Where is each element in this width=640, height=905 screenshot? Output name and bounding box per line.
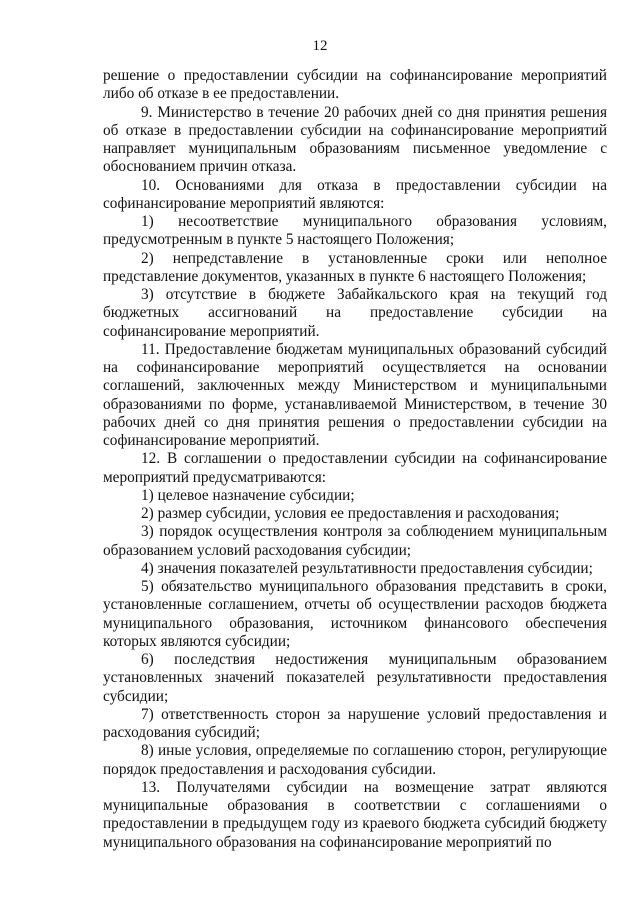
document-body: [103, 67, 607, 852]
list-item-10-3: 3) отсутствие в бюджете Забайкальского края на текущий год бюджетных ассигнований на предоставление субсидии на софинансирование мероприятий.: [103, 286, 607, 340]
page-number: 12: [312, 38, 328, 54]
list-item-12-5: 5) обязательство муниципального образования представить в сроки, установленные соглашением, отчеты об осуществлении расходов бюджета муниципального образования, источником финансового обеспечения которых являются субсидии;: [103, 578, 607, 650]
list-item-12-6: 6) последствия недостижения муниципальным образованием установленных значений показателей результативности предоставления субсидии;: [103, 651, 607, 705]
paragraph-9: 9. Министерство в течение 20 рабочих дней со дня принятия решения об отказе в предоставлении субсидии на софинансирование мероприятий направляет муниципальным образованиям письменное уведомление с обоснованием причин отказа.: [103, 103, 607, 176]
list-item-12-4: 4) значения показателей результативности предоставления субсидии;: [141, 559, 593, 577]
paragraph-continuation: решение о предоставлении субсидии на софинансирование мероприятий либо об отказе в ее предоставлении.: [103, 67, 607, 103]
list-item-12-7: 7) ответственность сторон за нарушение условий предоставления и расходования субсидий;: [103, 705, 607, 741]
list-item-12-3: 3) порядок осуществления контроля за соблюдением муниципальным образованием условий расходования субсидии;: [103, 523, 607, 559]
list-item-12-2: 2) размер субсидии, условия ее предоставления и расходования;: [141, 505, 560, 522]
paragraph-10: 10. Основаниями для отказа в предоставлении субсидии на софинансирование мероприятий являются:: [103, 176, 607, 212]
list-item-10-2: 2) непредставление в установленные сроки или неполное представление документов, указанных в пункте 6 настоящего Положения;: [103, 249, 607, 285]
paragraph-13: 13. Получателями субсидии на возмещение затрат являются муниципальные образования в соответствии с соглашениями о предоставлении в предыдущем году из краевого бюджета субсидий бюджету муниципального образования на софинансирование мероприятий по: [103, 778, 607, 851]
paragraph-11: 11. Предоставление бюджетам муниципальных образований субсидий на софинансирование мероприятий осуществляется на основании соглашений, заключенных между Министерством и муниципальными образованиями по форме, устанавливаемой Министерством, в течение 30 рабочих дней со дня принятия решения о предоставлении субсидии на софинансирование мероприятий.: [103, 340, 607, 449]
list-item-10-1: 1) несоответствие муниципального образования условиям, предусмотренным в пункте 5 настоящего Положения;: [103, 213, 607, 249]
paragraph-12: 12. В соглашении о предоставлении субсидии на софинансирование мероприятий предусматриваются:: [103, 450, 607, 486]
list-item-12-1: 1) целевое назначение субсидии;: [141, 486, 355, 504]
list-item-12-8: 8) иные условия, определяемые по соглашению сторон, регулирующие порядок предоставления и расходования субсидии.: [103, 742, 607, 778]
